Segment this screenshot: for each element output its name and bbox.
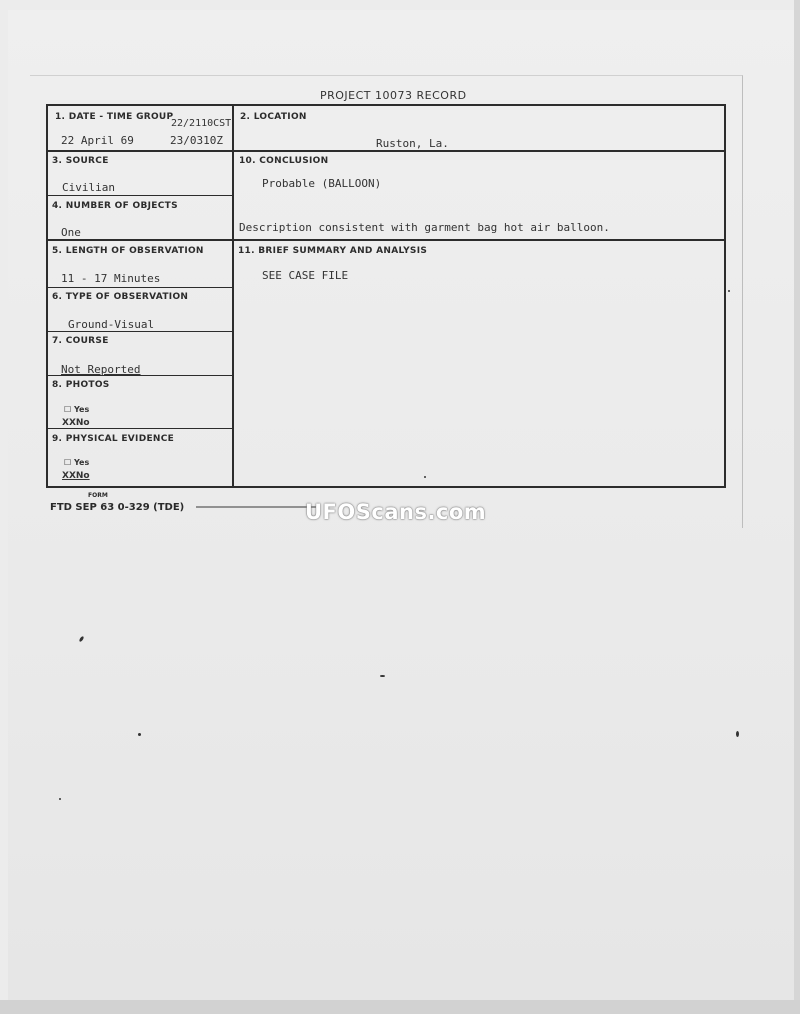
date-time-2: 23/0310Z	[170, 134, 223, 147]
form-footer	[50, 492, 316, 513]
row-divider	[47, 331, 233, 332]
summary-label: 11. BRIEF SUMMARY AND ANALYSIS	[238, 246, 428, 256]
length-of-observation-label: 5. LENGTH OF OBSERVATION	[52, 246, 204, 256]
scan-speck	[728, 290, 730, 292]
location-label: 2. LOCATION	[240, 112, 307, 122]
course-value: Not Reported	[61, 363, 141, 376]
watermark: UFOScans.com	[305, 500, 487, 524]
scan-speck	[424, 476, 426, 478]
evidence-no-checkbox: XXNo	[62, 471, 90, 481]
source-label: 3. SOURCE	[52, 156, 109, 166]
column-divider	[232, 105, 234, 487]
row-divider	[47, 287, 233, 288]
date-value: 22 April 69	[61, 134, 134, 147]
physical-evidence-label: 9. PHYSICAL EVIDENCE	[52, 434, 175, 444]
row-divider	[47, 428, 233, 429]
scan-edge-right	[794, 0, 800, 1014]
type-of-observation-label: 6. TYPE OF OBSERVATION	[52, 292, 189, 302]
form-code: FTD SEP 63 0-329 (TDE)	[50, 502, 185, 513]
course-label: 7. COURSE	[52, 336, 109, 346]
number-of-objects-value: One	[61, 226, 81, 239]
date-time-1: 22/2110CST	[171, 118, 232, 129]
length-of-observation-value: 11 - 17 Minutes	[61, 272, 161, 285]
date-label: 1. DATE - TIME GROUP	[55, 112, 174, 122]
row-divider	[47, 150, 724, 152]
location-value: Ruston, La.	[376, 137, 449, 150]
photos-no-checkbox: XXNo	[62, 418, 90, 428]
scan-edge-bottom	[0, 1000, 800, 1014]
photos-label: 8. PHOTOS	[52, 380, 110, 390]
row-divider	[47, 239, 724, 241]
type-of-observation-value: Ground-Visual	[68, 318, 155, 331]
evidence-yes-checkbox: ☐ Yes	[64, 458, 90, 467]
form-word: FORM	[88, 492, 108, 499]
scan-speck	[380, 675, 385, 677]
number-of-objects-label: 4. NUMBER OF OBJECTS	[52, 201, 178, 211]
scan-speck	[736, 731, 739, 737]
row-divider	[47, 195, 233, 196]
conclusion-label: 10. CONCLUSION	[239, 156, 329, 166]
summary-value: SEE CASE FILE	[262, 269, 349, 282]
conclusion-value: Probable (BALLOON)	[262, 177, 382, 190]
scan-speck	[138, 733, 141, 736]
card-title: PROJECT 10073 RECORD	[320, 89, 467, 102]
source-value: Civilian	[62, 181, 115, 194]
obscured-text-smudge	[196, 506, 316, 508]
scan-speck	[59, 798, 61, 800]
photos-yes-checkbox: ☐ Yes	[64, 405, 90, 414]
conclusion-description: Description consistent with garment bag hot air balloon.	[239, 221, 610, 234]
